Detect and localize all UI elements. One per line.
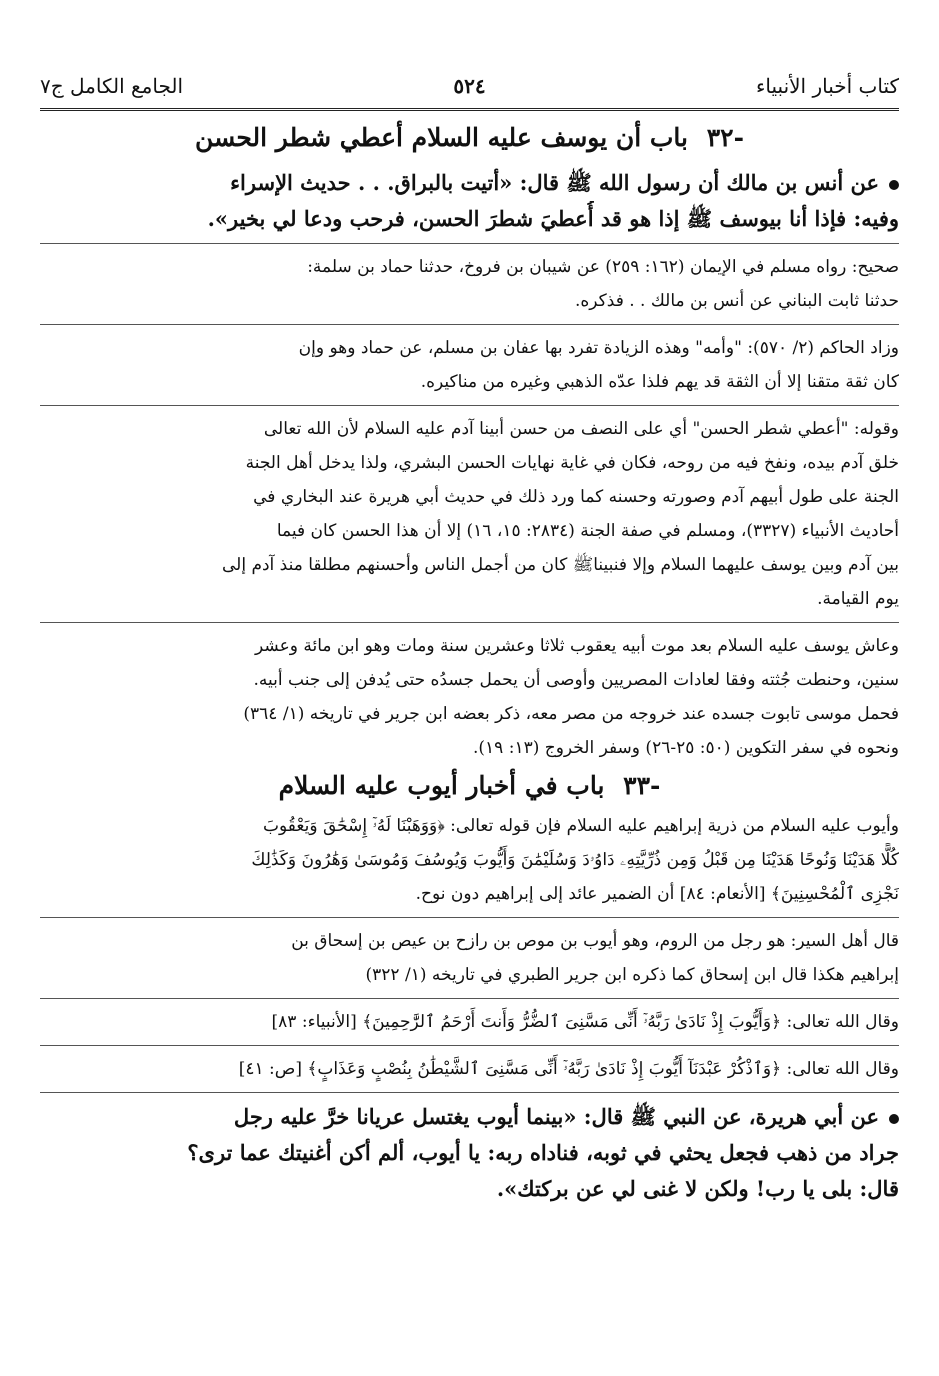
note-line: فحمل موسى تابوت جسده عند خروجه من مصر معه، ذكر بعضه ابن جرير في تاريخه (١/ ٣٦٤) — [243, 704, 899, 724]
note-line: وزاد الحاكم (٢/ ٥٧٠): "وأمه" وهذه الزيادة تفرد بها عفان بن مسلم، عن حماد وهو وإن — [298, 338, 899, 358]
chapter-33-hadith — [40, 1099, 899, 1207]
bullet-icon — [889, 1114, 899, 1124]
divider — [40, 243, 899, 244]
siyar-note — [40, 924, 899, 992]
divider — [40, 405, 899, 406]
chapter-33-number: -٣٣ — [623, 771, 661, 800]
hakim-note — [40, 331, 899, 399]
note-line: خلق آدم بيده، ونفخ فيه من روحه، فكان في غاية نهايات الحسن البشري، ولذا يدخل أهل الجنة — [245, 453, 899, 473]
note-line: سنين، وحنطت جُثته وفقا لعادات المصريين وأوصى أن يحمل جسدُه حتى يُدفن إلى جنب أبيه. — [253, 670, 899, 690]
chapter-32-number: -٣٢ — [706, 123, 744, 152]
note-line: كان ثقة متقنا إلا أن الثقة قد يهم فلذا عدّه الذهبي وغيره من مناكيره. — [420, 372, 899, 392]
hadith-line: قال: بلى يا رب! ولكن لا غنى لي عن بركتك». — [496, 1176, 899, 1201]
running-header — [40, 60, 899, 111]
chapter-32-heading — [40, 121, 899, 165]
note-line: كُلًّا هَدَيْنَا وَنُوحًا هَدَيْنَا مِن قَبْلُ وَمِن ذُرِّيَّتِهِۦ دَاوُۥدَ وَسُلَيْمَٰنَ وَأَيُّوبَ وَيُوسُفَ وَمُوسَىٰ وَهَٰرُونَ وَكَذَٰلِكَ — [251, 850, 899, 870]
divider — [40, 1045, 899, 1046]
note-line: ونحوه في سفر التكوين (٥٠: ٢٥-٢٦) وسفر الخروج (١٣: ١٩). — [472, 738, 899, 758]
note-line: وأيوب عليه السلام من ذرية إبراهيم عليه السلام فإن قوله تعالى: ﴿وَوَهَبْنَا لَهُۥٓ إِسْحَٰقَ وَيَعْقُوبَ — [263, 816, 899, 836]
page-number: ٥٢٤ — [453, 74, 486, 98]
note-line: قال أهل السير: هو رجل من الروم، وهو أيوب بن موص بن رازح بن عيص بن إسحاق بن — [291, 931, 899, 951]
hadith-line: عن أبي هريرة، عن النبي ﷺ قال: «بينما أيوب يغتسل عريانا خرَّ عليه رجل — [40, 1099, 899, 1135]
hadith-line: وفيه: فإذا أنا بيوسف ﷺ إذا هو قد أُعطيَ شطرَ الحسن، فرحب ودعا لي بخير». — [207, 206, 899, 231]
book-page — [40, 60, 899, 1356]
hadith-line: عن أنس بن مالك أن رسول الله ﷺ قال: «أتيت بالبراق. . . حديث الإسراء — [40, 165, 899, 201]
explanation-note — [40, 412, 899, 616]
divider — [40, 324, 899, 325]
divider — [40, 1092, 899, 1093]
divider — [40, 917, 899, 918]
note-line: وقوله: "أعطي شطر الحسن" أي على النصف من حسن أبينا آدم عليه السلام لأن الله تعالى — [263, 419, 899, 439]
bullet-icon — [889, 180, 899, 190]
sahih-note — [40, 250, 899, 318]
verse-sad — [40, 1052, 899, 1086]
book-title: كتاب أخبار الأنبياء — [756, 74, 899, 98]
note-line: نَجْزِى ٱلْمُحْسِنِينَ﴾ [الأنعام: ٨٤] أن الضمير عائد إلى إبراهيم دون نوح. — [415, 884, 899, 904]
chapter-32-title: باب أن يوسف عليه السلام أعطي شطر الحسن — [195, 123, 688, 152]
note-line: حدثنا ثابت البناني عن أنس بن مالك . . فذكره. — [574, 291, 899, 311]
note-line: أحاديث الأنبياء (٣٣٢٧)، ومسلم في صفة الجنة (٢٨٣٤: ١٥، ١٦) إلا أن هذا الحسن كان فيما — [276, 521, 899, 541]
note-line: إبراهيم هكذا قال ابن إسحاق كما ذكره ابن جرير الطبري في تاريخه (١/ ٣٢٢) — [365, 965, 899, 985]
note-line: بين آدم وبين يوسف عليهما السلام وإلا فنبيناﷺ كان من أجمل الناس وأحسنهم مطلقا منذ آدم إلى — [221, 555, 899, 575]
note-line: يوم القيامة. — [817, 589, 899, 609]
divider — [40, 622, 899, 623]
divider — [40, 998, 899, 999]
note-line: وعاش يوسف عليه السلام بعد موت أبيه يعقوب ثلاثا وعشرين سنة ومات وهو ابن مائة وعشر — [255, 636, 899, 656]
verse-line: وقال الله تعالى: ﴿وَٱذْكُرْ عَبْدَنَآ أَيُّوبَ إِذْ نَادَىٰ رَبَّهُۥٓ أَنِّى مَسَّنِىَ ٱلشَّيْطَٰنُ بِنُصْبٍ وَعَذَابٍ﴾ [ص: ٤١] — [238, 1059, 899, 1079]
ayyub-intro — [40, 809, 899, 911]
note-line: الجنة على طول أبيهم آدم وصورته وحسنه كما ورد ذلك في حديث أبي هريرة عند البخاري في — [253, 487, 899, 507]
verse-line: وقال الله تعالى: ﴿وَأَيُّوبَ إِذْ نَادَىٰ رَبَّهُۥٓ أَنِّى مَسَّنِىَ ٱلضُّرُّ وَأَنتَ أَرْحَمُ ٱلرَّٰحِمِينَ﴾ [الأنبياء: ٨٣] — [271, 1012, 899, 1032]
note-line: صحيح: رواه مسلم في الإيمان (١٦٢: ٢٥٩) عن شيبان بن فروخ، حدثنا حماد بن سلمة: — [307, 257, 899, 277]
chapter-33-heading — [40, 769, 899, 809]
volume-label: الجامع الكامل ج٧ — [40, 74, 184, 98]
hadith-line: جراد من ذهب فجعل يحثي في ثوبه، فناداه ربه: يا أيوب، ألم أكن أغنيتك عما ترى؟ — [187, 1140, 899, 1165]
life-note — [40, 629, 899, 765]
chapter-32-hadith — [40, 165, 899, 237]
chapter-33-title: باب في أخبار أيوب عليه السلام — [278, 771, 605, 800]
verse-anbiya — [40, 1005, 899, 1039]
